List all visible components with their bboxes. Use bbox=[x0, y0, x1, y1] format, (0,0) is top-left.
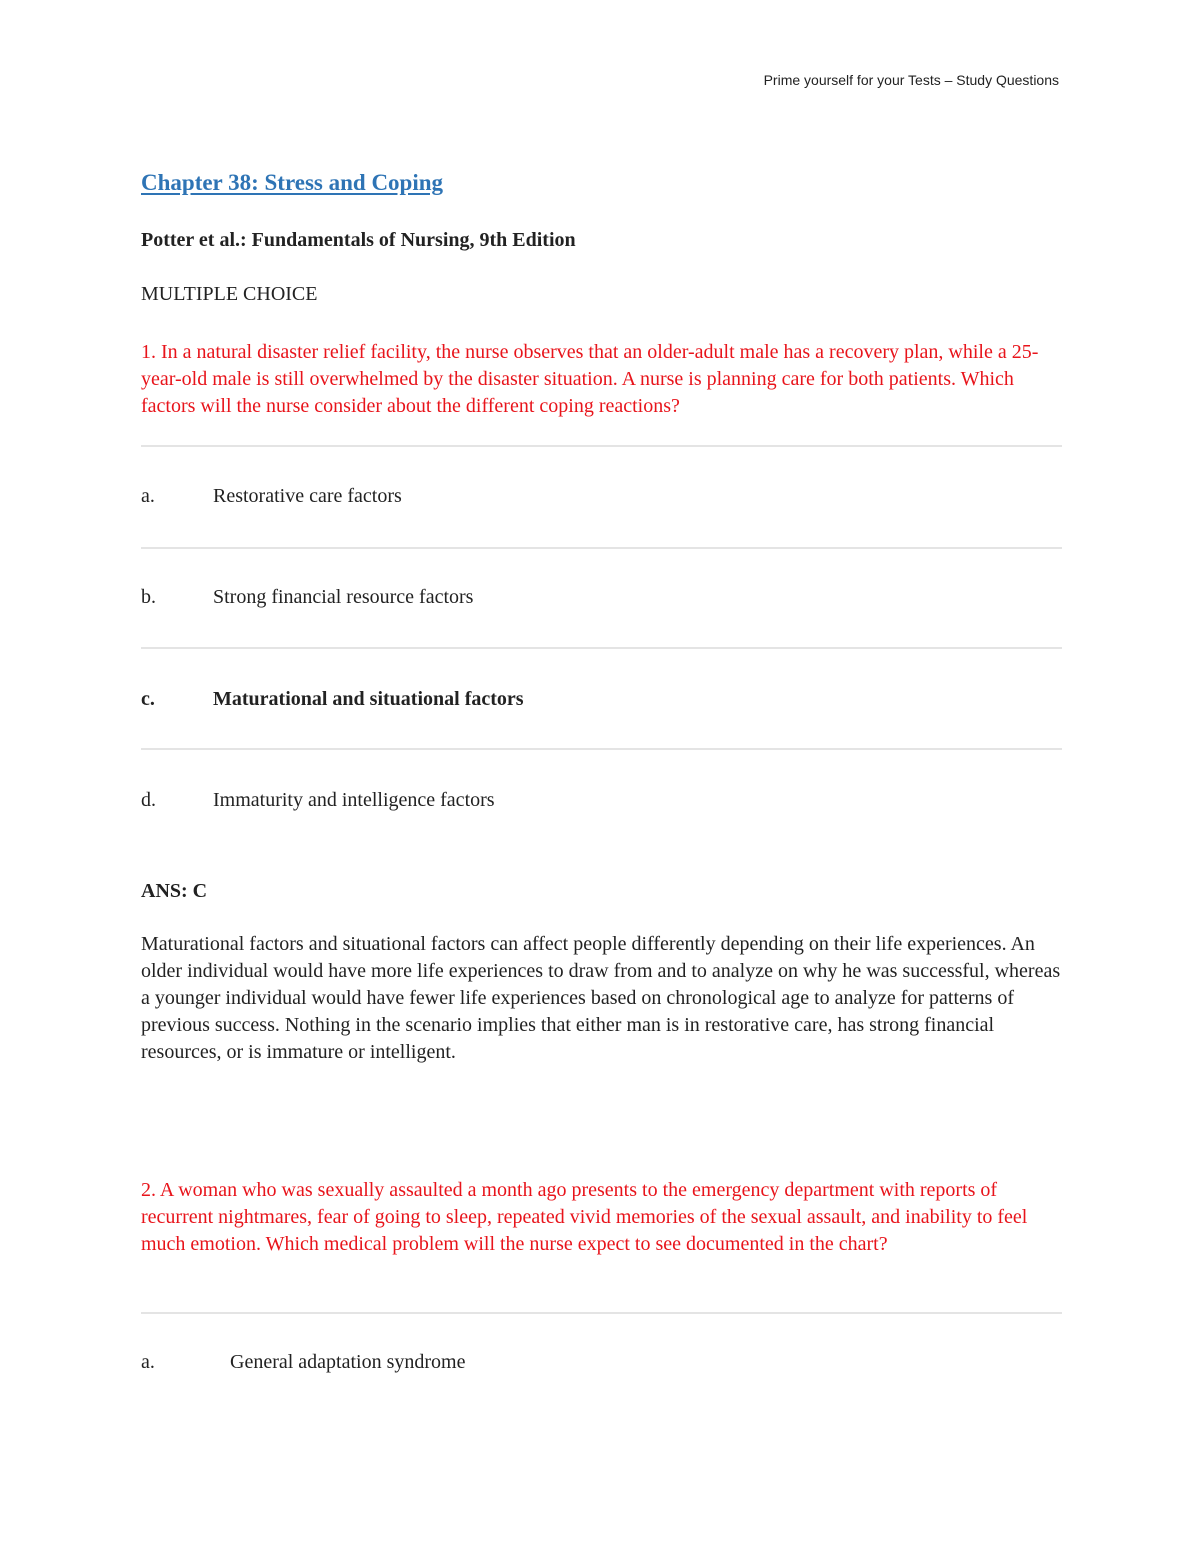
option-text: Maturational and situational factors bbox=[213, 688, 524, 710]
answer-key: ANS: C bbox=[141, 880, 208, 902]
divider bbox=[141, 445, 1062, 447]
book-reference: Potter et al.: Fundamentals of Nursing, 9th Edition bbox=[141, 229, 576, 251]
running-header: Prime yourself for your Tests – Study Questions bbox=[763, 72, 1059, 88]
divider bbox=[141, 748, 1062, 750]
divider bbox=[141, 1312, 1062, 1314]
option-letter: a. bbox=[141, 1351, 155, 1373]
section-heading: MULTIPLE CHOICE bbox=[141, 283, 318, 305]
option-text: Immaturity and intelligence factors bbox=[213, 789, 495, 811]
option-letter: b. bbox=[141, 586, 156, 608]
option-letter: c. bbox=[141, 688, 155, 710]
divider bbox=[141, 547, 1062, 549]
question-stem: 2. A woman who was sexually assaulted a month ago presents to the emergency department with reports of recurrent nightmares, fear of going to sleep, repeated vivid memories of the sexual assault, and inability to feel much emotion. Which medical problem will the nurse expect to see documented in the chart? bbox=[141, 1179, 1028, 1255]
divider bbox=[141, 647, 1062, 649]
option-text: General adaptation syndrome bbox=[230, 1351, 466, 1373]
option-text: Strong financial resource factors bbox=[213, 586, 474, 608]
option-text: Restorative care factors bbox=[213, 485, 402, 507]
option-letter: d. bbox=[141, 789, 156, 811]
option-letter: a. bbox=[141, 485, 155, 507]
rationale-text: Maturational factors and situational factors can affect people differently depending on their life experiences. An older individual would have more life experiences to draw from and to analyze on why he was successful, whereas a younger individual would have fewer life experiences based on chronological age to analyze for patterns of previous success. Nothing in the scenario implies that either man is in restorative care, has strong financial resources, or is immature or intelligent. bbox=[141, 933, 1061, 1063]
chapter-title[interactable]: Chapter 38: Stress and Coping bbox=[141, 170, 444, 195]
question-stem: 1. In a natural disaster relief facility, the nurse observes that an older-adult male has a recovery plan, while a 25-year-old male is still overwhelmed by the disaster situation. A nurse is planning care for both patients. Which factors will the nurse consider about the different coping reactions? bbox=[141, 341, 1039, 417]
